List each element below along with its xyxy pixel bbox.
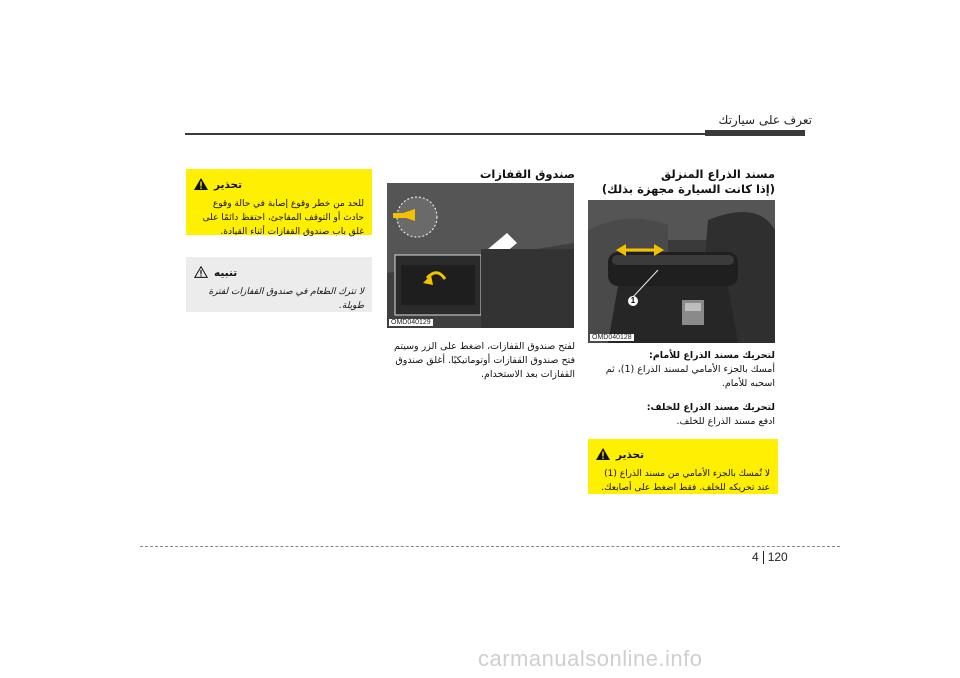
warning-text: لا تُمسك بالجزء الأمامي من مسند الذراع (1) عند تحريكه للخلف. فقط اضغط على أصابعك.: [601, 469, 770, 493]
caution-text: لا تترك الطعام في صندوق القفازات لفترة طويلة.: [208, 287, 364, 311]
armrest-illustration: [588, 200, 775, 343]
page-number: 120: [767, 550, 788, 564]
caution-header: [194, 263, 364, 282]
warning-triangle-icon: [596, 445, 610, 464]
warning-triangle-icon: [194, 175, 208, 194]
warning-box-armrest: [588, 439, 778, 494]
watermark: carmanualsonline.info: [478, 646, 703, 671]
glovebox-illustration: [387, 183, 574, 328]
page-separator: [763, 551, 764, 564]
back-heading: لتحريك مسند الذراع للخلف:: [646, 402, 775, 413]
footer-divider: [140, 546, 840, 547]
caution-box-glovebox: [186, 257, 372, 312]
armrest-photo: [588, 200, 775, 343]
warning-box-glovebox: [186, 169, 372, 235]
caution-label: تنبيه: [214, 266, 238, 279]
photo-code: OMD040129: [391, 319, 431, 326]
photo-code: OMD040128: [592, 334, 632, 341]
forward-heading: لتحريك مسند الذراع للأمام:: [649, 350, 775, 361]
caution-triangle-icon: [194, 263, 208, 282]
section-title: مسند الذراع المنزلق: [661, 167, 775, 181]
glovebox-photo: [387, 183, 574, 328]
chapter-number: 4: [752, 550, 759, 564]
header-divider-accent: [705, 130, 805, 136]
forward-text: أمسك بالجزء الأمامي لمسند الذراع (1)، ثم اسحبه للأمام.: [605, 364, 775, 389]
callout-number: 1: [628, 296, 638, 306]
warning-text: للحد من خطر وقوع إصابة في حالة وقوع حادث أو التوقف المفاجئ، احتفظ دائمًا على غلق باب صندوق القفازات أثناء القيادة.: [202, 199, 364, 237]
warning-label: تحذير: [214, 178, 243, 191]
glovebox-text: لفتح صندوق القفازات، اضغط على الزر وسيتم فتح صندوق القفازات أوتوماتيكيًا. أغلق صندوق القفازات بعد الاستخدام.: [394, 341, 575, 380]
back-text: ادفع مسند الذراع للخلف.: [676, 416, 775, 427]
warning-header: [596, 445, 770, 464]
warning-label: تحذير: [616, 448, 645, 461]
section-subtitle: (إذا كانت السيارة مجهزة بذلك): [601, 182, 775, 196]
running-header-title: تعرف على سيارتك: [718, 113, 812, 127]
section-title: صندوق القفازات: [479, 167, 575, 181]
warning-header: [194, 175, 364, 194]
page-footer: [752, 550, 788, 564]
